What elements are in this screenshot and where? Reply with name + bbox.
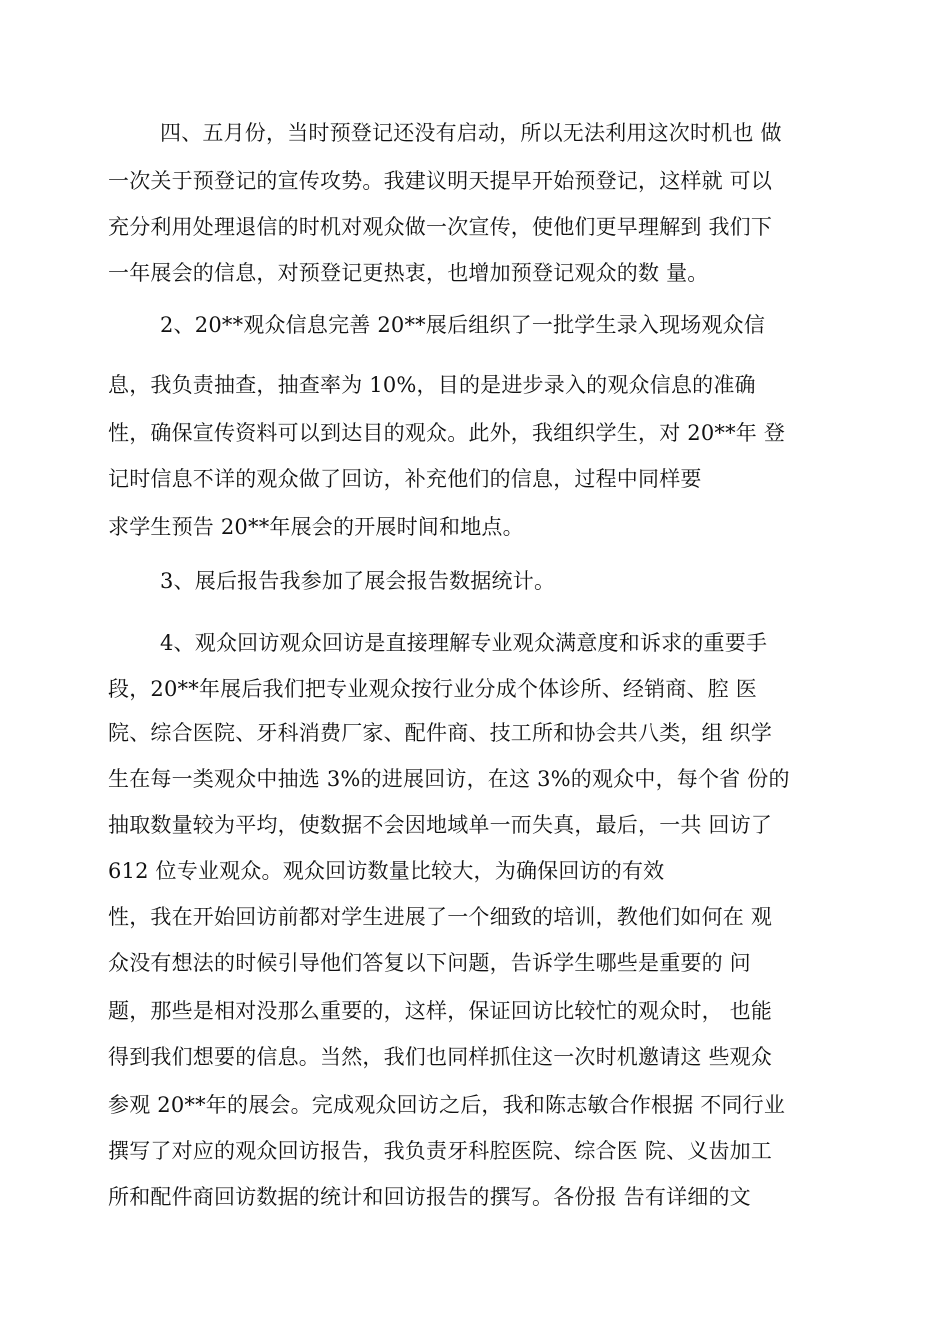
paragraph-line: 院、综合医院、牙科消费厂家、配件商、技工所和协会共八类，组 织学	[108, 721, 773, 745]
paragraph-line: 息，我负责抽查，抽查率为 10%，目的是进步录入的观众信息的准确	[108, 373, 756, 397]
paragraph-line: 所和配件商回访数据的统计和回访报告的撰写。各份报 告有详细的文	[108, 1185, 751, 1209]
paragraph-line: 得到我们想要的信息。当然，我们也同样抓住这一次时机邀请这 些观众	[108, 1045, 773, 1069]
section-heading-line: 2、20**观众信息完善 20**展后组织了一批学生录入现场观众信	[160, 313, 766, 337]
paragraph-line: 段，20**年展后我们把专业观众按行业分成个体诊所、经销商、腔 医	[108, 677, 757, 701]
paragraph-line: 一年展会的信息，对预登记更热衷，也增加预登记观众的数 量。	[108, 261, 709, 285]
paragraph-line: 612 位专业观众。观众回访数量比较大，为确保回访的有效	[108, 859, 665, 883]
paragraph-line: 性，我在开始回访前都对学生进展了一个细致的培训，教他们如何在 观	[108, 905, 773, 929]
paragraph-line: 一次关于预登记的宣传攻势。我建议明天提早开始预登记，这样就 可以	[108, 169, 773, 193]
paragraph-line: 充分利用处理退信的时机对观众做一次宣传，使他们更早理解到 我们下	[108, 215, 773, 239]
paragraph-line: 众没有想法的时候引导他们答复以下问题，告诉学生哪些是重要的 问	[108, 951, 751, 975]
section-heading-line: 3、展后报告我参加了展会报告数据统计。	[160, 569, 556, 593]
paragraph-line: 生在每一类观众中抽选 3%的进展回访，在这 3%的观众中，每个省 份的	[108, 767, 790, 791]
paragraph-line: 四、五月份，当时预登记还没有启动，所以无法利用这次时机也 做	[160, 121, 782, 145]
paragraph-line: 性，确保宣传资料可以到达目的观众。此外，我组织学生，对 20**年 登	[108, 421, 786, 445]
paragraph-line: 参观 20**年的展会。完成观众回访之后，我和陈志敏合作根据 不同行业	[108, 1093, 786, 1117]
paragraph-line: 记时信息不详的观众做了回访，补充他们的信息，过程中同样要	[108, 467, 702, 491]
paragraph-line: 抽取数量较为平均，使数据不会因地域单一而失真，最后，一共 回访了	[108, 813, 773, 837]
paragraph-line: 撰写了对应的观众回访报告，我负责牙科腔医院、综合医 院、义齿加工	[108, 1139, 773, 1163]
paragraph-line: 求学生预告 20**年展会的开展时间和地点。	[108, 515, 524, 539]
section-heading-line: 4、观众回访观众回访是直接理解专业观众满意度和诉求的重要手	[160, 631, 768, 655]
paragraph-line: 题，那些是相对没那么重要的，这样，保证回访比较忙的观众时， 也能	[108, 999, 773, 1023]
